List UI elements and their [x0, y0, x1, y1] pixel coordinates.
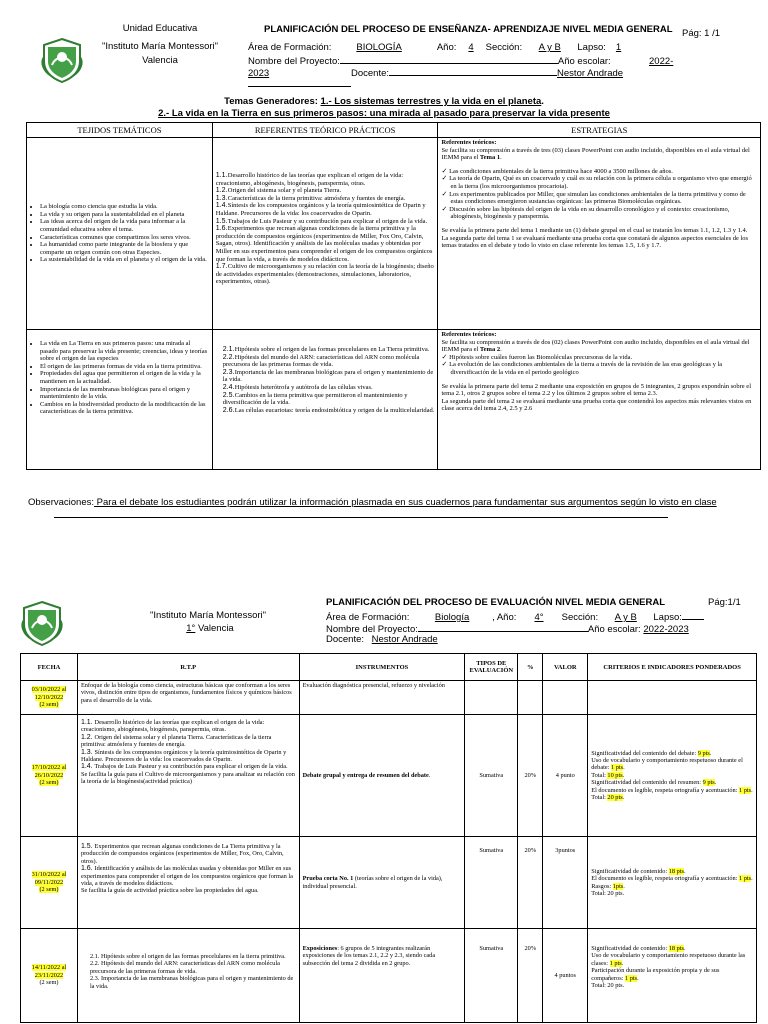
planning-table-header	[27, 123, 761, 138]
pct-cell: 20%	[518, 715, 543, 837]
list-item: • La humanidad como parte integrante de la biosfera y que comparte un origen común con otras Especies.	[40, 241, 209, 256]
city-name: Valencia	[142, 55, 178, 66]
criteria-item: Total: 20 pts.	[591, 794, 625, 802]
tejidos-list	[30, 340, 209, 416]
grade-value: 1°	[186, 623, 196, 634]
school-year-label: Año escolar:	[557, 56, 611, 67]
city-line-2	[160, 623, 260, 635]
estrategias-p2: La segunda parte del tema 1 se evaluará mediante una prueba corta que constará de algunos aspectos esenciales de los temas tratados en el debate y todo lo visto en clase referente los temas 1.5, 1.6 y 1.7.	[441, 234, 749, 250]
list-item: • La sustentabilidad de la vida en el planeta y el origen de la vida.	[40, 256, 209, 264]
criteria-item: Uso de vocabulario y comportamiento respetuoso durante las clases: 1 pts.	[591, 952, 746, 967]
type-cell: Sumativa	[465, 929, 518, 1023]
criteria-cell	[588, 681, 757, 715]
criteria-item: Total: 20 pts.	[591, 889, 625, 897]
criteria-cell	[588, 837, 757, 929]
list-item: 2.6.Las células eucariotas: teoría endosimbiótica y origen de la multicelularidad.	[222, 406, 435, 414]
evaluation-table-header	[21, 654, 757, 681]
date-cell: 14/11/2022 al 23/11/2022 (2 sem)	[21, 929, 78, 1023]
teacher-label: Docente:	[351, 68, 390, 79]
value-cell: 3puntos	[543, 837, 588, 929]
school-year-value: 2022-	[649, 56, 674, 67]
value-cell	[543, 681, 588, 715]
date-cell: 03/10/2022 al 12/10/2022 (2 sem)	[21, 681, 78, 715]
header-instrumentos: INSTRUMENTOS	[299, 654, 465, 681]
section-label-2: Sección:	[561, 612, 599, 623]
list-item: 1.1.Desarrollo histórico de las teorías que explican el origen de la vida: creacionismo, abiogénesis, biogénesis, panspermia, otras.	[215, 172, 404, 187]
criteria-item: Total: 20 pts.	[591, 982, 625, 990]
list-item: 1.4. Trabajos de Luis Pasteur y su contribución para explicar el origen de la vida.	[80, 763, 288, 771]
list-item: • Cambios en la biodiversidad producto de la modificación de las características de la tierra primitiva.	[40, 401, 209, 416]
rtp-cell	[77, 715, 299, 837]
project-label: Nombre del Proyecto:	[248, 56, 340, 67]
list-item: • El origen de las primeras formas de vida en la tierra primitiva.	[40, 363, 209, 371]
list-item: • La vida y su origen para la sustentabilidad en el planeta	[40, 211, 209, 219]
instrument-cell: Evaluación diagnóstica presencial, refuerzo y nivelación	[299, 681, 465, 715]
estrategias-p1: Se evalúa la primera parte del tema 2 mediante una exposición en grupos de 5 integrantes, 2 grupos expondrán sobre el tema 2.1, otros 2 grupos sobre el tema 2.2 y los últimos 2 grupos sobre el tema 2.3.	[441, 382, 752, 398]
estrategias-intro: Se facilita su comprensión a través de tres (03) clases PowerPoint con audio incluido, disponibles en el aula virtual del IEMM para el Tema 1.	[441, 146, 750, 162]
observations-label: Observaciones:	[28, 497, 95, 508]
check-item: ✓ Las condiciones ambientales de la tierra primitiva hace 4000 a 3500 millones de años.	[441, 166, 673, 175]
tejidos-list	[30, 203, 209, 264]
referentes-cell	[212, 330, 438, 470]
list-item: 2.1.Hipótesis sobre el origen de las formas precelulares en La Tierra primitiva.	[222, 346, 430, 353]
list-item: • La vida en La Tierra en sus primeros pasos: una mirada al pasado para preservar la vida presente; creencias, ideas y teorías sobre el origen de las especies	[40, 340, 209, 363]
topic-1-line: Temas Generadores: 1.- Los sistemas terrestres y la vida en el planeta.	[224, 96, 544, 107]
list-item: 1.6. Identificación y análisis de las moléculas usadas y obtenidas por Miller en sus experimentos para comprender el origen de los compuestos orgánicos que forman la vida, a través de modelos didácticos.	[80, 865, 293, 888]
check-item: ✓ La teoría de Oparin, Qué es un coacervado y cuál es su relación con la primera célula u organismo vivo que emergió en la tierra (los microorganismos procariota).	[441, 174, 752, 190]
list-item: • Propiedades del agua que permitieron el origen de la vida y la mantienen en la actualidad.	[40, 370, 209, 385]
tejidos-cell	[27, 330, 213, 470]
topics-label: Temas Generadores:	[224, 96, 318, 107]
estrategias-cell	[438, 330, 761, 470]
pct-cell	[518, 681, 543, 715]
list-item: 1.5. Experimentos que recrean algunas condiciones de La Tierra primitiva y la producción de compuestos orgánicos (experimentos de Miller, Fox, Oro, Calvin, otros).	[80, 843, 284, 865]
criteria-item: Total: 10 pts.	[591, 771, 625, 779]
header-tipos: TIPOS DE EVALUACIÓN	[465, 654, 518, 681]
institute-name-2: "Instituto María Montessori"	[149, 610, 267, 621]
area-value-2: Biología	[434, 612, 470, 623]
observations-underline	[54, 517, 668, 518]
evaluation-title: PLANIFICACIÓN DEL PROCESO DE EVALUACIÓN NIVEL MEDIA GENERAL	[326, 597, 666, 608]
school-year-cont: 2023	[248, 68, 270, 79]
pct-cell: 20%	[518, 837, 543, 929]
table-row	[21, 929, 757, 1023]
year-value-2: 4°	[534, 612, 544, 623]
area-row-2: Área de Formación: Biología , Año: 4° Sección: A y B Lapso:	[326, 610, 704, 624]
header-valor: VALOR	[543, 654, 588, 681]
institute-name: "Instituto María Montessori"	[101, 41, 219, 52]
criteria-item: Participación durante la exposición propia y de sus compañeros: 1 pts.	[591, 967, 720, 982]
criteria-item: Rasgos: 1pts.	[591, 882, 625, 890]
check-item: ✓ Los experimentos publicados por Miller, que simulan las condiciones ambientales de la tierra primitiva y como de estas condiciones emergieron sustancias orgánicas: las primeras Biomoléculas orgánicas.	[441, 189, 746, 206]
list-item: • La biología como ciencia que estudia la vida.	[40, 203, 209, 211]
lapse-value: 1	[615, 42, 622, 53]
check-item: ✓ Hipótesis sobre cuáles fueron las Biomoléculas precursoras de la vida.	[441, 352, 633, 361]
list-item: 2.1. Hipótesis sobre el origen de las formas precelulares en la tierra primitiva.	[89, 953, 286, 960]
teacher-value: Nestor Andrade	[557, 68, 624, 79]
header-estrategias: ESTRATEGIAS	[438, 123, 761, 138]
teacher-underline	[248, 86, 351, 87]
instrument-cell: Exposiciones: 6 grupos de 5 integrantes realizarán exposiciones de los temas 2.1, 2.2 y 2.3, siendo cada subsección del tema 2 dividida en 2 grupo.	[299, 929, 465, 1023]
criteria-item: El documento es legible, respeta ortografía y acentuación: 1 pts.	[591, 786, 753, 794]
section-label: Sección:	[485, 42, 523, 53]
pct-cell: 20%	[518, 929, 543, 1023]
list-item: 1.4.Síntesis de los compuestos orgánicos y la teoría quimiosintética de Oparin y Haldane. Precursores de la vida: los coacervados de Oparin.	[215, 202, 426, 217]
list-item: 1.5.Trabajos de Luis Pasteur y su contribución para explicar el origen de la vida.	[215, 217, 428, 225]
area-value: BIOLOGÍA	[356, 42, 402, 53]
lapse-label-2: Lapso:	[653, 612, 682, 623]
estrategias-intro: Se facilita su comprensión a través de dos (02) clases PowerPoint con audio incluido, disponibles en el aula virtual del IEMM para el Tema 2.	[441, 338, 750, 354]
table-row	[27, 138, 761, 330]
table-row	[27, 330, 761, 470]
value-cell: 4 punto	[543, 715, 588, 837]
year-label: Año:	[436, 42, 457, 53]
value-cell: 4 puntos	[543, 929, 588, 1023]
type-cell: Sumativa	[465, 715, 518, 837]
date-cell: 31/10/2022 al 09/11/2022 (2 sem)	[21, 837, 78, 929]
observations-text: Para el debate los estudiantes podrán utilizar la información plasmada en sus cuadernos para fundamentar sus argumentos según lo visto en clase	[94, 497, 717, 508]
date-cell: 17/10/2022 al 26/10/2022 (2 sem)	[21, 715, 78, 837]
teacher-value-2: Nestor Andrade	[371, 634, 438, 645]
header-rtp: R.T.P	[77, 654, 299, 681]
estrategias-p1: Se evalúa la primera parte del tema 1 mediante un (1) debate grupal en el cual se tratarán los temas 1.1, 1.2, 1.3 y 1.4.	[441, 226, 748, 234]
rtp-cell: Enfoque de la biología como ciencia, estructuras básicas que conforman a los seres vivos, distinción entre tipos de organismos, fundamentos físicos y químicos básicos para el desarrollo de la vida.	[77, 681, 299, 715]
estrategias-heading: Referentes teóricos:	[441, 331, 497, 338]
list-item: 1.3.Características de la tierra primitiva: atmósfera y fuentes de energía.	[215, 194, 406, 202]
project-label-2: Nombre del Proyecto:	[326, 624, 418, 635]
list-item: • Características comunes que compartimos los seres vivos.	[40, 234, 209, 242]
page-number-2: Pág:1/1	[708, 597, 741, 608]
list-item: 1.3. Síntesis de los compuestos orgánicos y la teoría quimiosintética de Oparin y Haldane. Precursores de la vida: los coacervados de Oparin.	[80, 748, 287, 764]
list-item: 2.2.Hipótesis del mundo del ARN: características del ARN como molécula precursora de las primeras formas de vida.	[222, 353, 420, 369]
criteria-item: Significatividad de contenido: 18 pts.	[591, 867, 686, 875]
header-percent: %	[518, 654, 543, 681]
lapse-label: Lapso:	[577, 42, 606, 53]
rtp-cell	[77, 837, 299, 929]
criteria-item: Significatividad del contenido del debate: 9 pts.	[591, 749, 712, 757]
school-year-value-2: 2022-2023	[643, 624, 689, 635]
topic-2: 2.- La vida en la Tierra en sus primeros pasos: una mirada al pasado para preservar la vida presente	[158, 108, 610, 119]
page-number: Pág: 1 /1	[682, 28, 721, 39]
teacher-row	[248, 66, 671, 80]
estrategias-heading: Referentes teóricos:	[441, 139, 497, 146]
criteria-item: Significatividad de contenido: 18 pts.	[591, 945, 686, 952]
instrument-cell: Prueba corta No. 1 (teorías sobre el origen de la vida), individual presencial.	[299, 837, 465, 929]
year-label-2: Año:	[496, 612, 517, 623]
list-item: 2.5.Cambios en la tierra primitiva que permitieron el mantenimiento y diversificación de la vida.	[222, 391, 408, 407]
criteria-item: Uso de vocabulario y comportamiento respetuoso durante el debate: 1 pts.	[591, 756, 743, 772]
observations	[28, 497, 728, 508]
year-value: 4	[468, 42, 474, 53]
list-item: 2.3.Importancia de las membranas biológicas para el origen y mantenimiento de la vida.	[222, 368, 434, 384]
table-row	[21, 837, 757, 929]
school-logo	[40, 37, 84, 83]
list-item: 1.1. Desarrollo histórico de las teorías que explican el origen de la vida: creacionismo, abiogénesis, biogénesis, panspermia, otras.	[80, 719, 265, 734]
header-tejidos: TEJIDOS TEMÁTICOS	[27, 123, 213, 138]
estrategias-cell	[438, 138, 761, 330]
header-referentes: REFERENTES TEÓRICO PRÁCTICOS	[212, 123, 438, 138]
table-row	[21, 681, 757, 715]
list-item: 2.4.Hipótesis heterótrofa y autótrofa de las células vivas.	[222, 383, 373, 391]
section-value-2: A y B	[614, 612, 637, 623]
evaluation-table	[20, 653, 757, 1023]
school-logo	[20, 600, 64, 646]
list-item: 2.3. Importancia de las membranas biológicas para el origen y mantenimiento de la vida.	[89, 975, 294, 990]
topic-1: 1.- Los sistemas terrestres y la vida en el planeta	[320, 96, 542, 107]
type-cell: Sumativa	[465, 837, 518, 929]
check-item: ✓ La evolución de las condiciones ambientales de la tierra a través de la revisión de las eras geológicas y la diversificación de la vida en el periodo geológico	[441, 360, 723, 376]
school-name: Unidad Educativa	[122, 23, 198, 34]
list-item: 1.2. Origen del sistema solar y el planeta Tierra. Características de la tierra primitiva: atmósfera y fuentes de energía.	[80, 733, 272, 749]
referentes-cell	[212, 138, 438, 330]
instrument-cell: Debate grupal y entrega de resumen del debate.	[299, 715, 465, 837]
list-item: 2.2. Hipótesis del mundo del ARN: características del ARN como molécula precursora de las primeras formas de vida.	[89, 960, 280, 975]
area-row	[248, 42, 629, 54]
type-cell	[465, 681, 518, 715]
list-item: • Importancia de las membranas biológicas para el origen y mantenimiento de la vida.	[40, 386, 209, 401]
criteria-item: Significatividad del contenido del resumen: 9 pts.	[591, 779, 717, 787]
criteria-item: El documento es legible, respeta ortografía y acentuación: 1 pts.	[591, 875, 753, 883]
section-value: A y B	[538, 42, 561, 53]
planning-table	[26, 122, 761, 470]
rtp-note: Se facilita la guía de actividad práctica sobre las propiedades del agua.	[80, 887, 259, 895]
area-label: Área de Formación:	[248, 42, 332, 53]
rtp-note: Se facilita la guía para el Cultivo de microorganismos y para analizar su relación con la teoría de la biogénesis(actividad práctica)	[80, 770, 295, 786]
table-row	[21, 715, 757, 837]
school-year-label-2: Año escolar:	[587, 624, 641, 635]
area-label-2: Área de Formación:	[326, 612, 410, 623]
list-item: 1.6.Experimentos que recrean algunas condiciones de la tierra primitiva y la producción de compuestos orgánicos (experimentos de Miller, Fox Oro, Calvin, Sagan, otros). Identificación y análisis de las moléculas usadas y obtenidas por Miller en sus experimentos para comprender el origen de los compuestos orgánicos que forman la vida, a través de modelos didácticos.	[215, 225, 433, 263]
teacher-label-2: Docente:	[326, 634, 365, 645]
header-fecha: FECHA	[21, 654, 78, 681]
rtp-cell	[77, 929, 299, 1023]
header-criterios: CRITERIOS E INDICADORES PONDERADOS	[588, 654, 757, 681]
teacher-row-2	[326, 634, 443, 646]
list-item: • Las ideas acerca del origen de la vida para informar a la comunidad educativa sobre el tema.	[40, 218, 209, 233]
check-item: ✓ Discusión sobre las hipótesis del origen de la vida en su desarrollo cronológico y el contexto: creacionismo, abiogénesis, biogénesis y panspermia.	[441, 204, 730, 221]
list-item: 1.2.Origen del sistema solar y el planeta Tierra.	[215, 187, 342, 195]
tejidos-cell	[27, 138, 213, 330]
list-item: 1.7.Cultivo de microorganismos y su relación con la teoría de la biogénesis; diseño de actividades experimentales (demostraciones, simulaciones, laboratorios, experimentos, otras).	[215, 263, 434, 286]
city-name-2: Valencia	[197, 623, 234, 634]
criteria-cell	[588, 929, 757, 1023]
estrategias-p2: La segunda parte del tema 2 se evaluará mediante una prueba corta que contendrá los aspectos más relevantes vistos en clase acerca del tema 2.4, 2.5 y 2.6	[441, 397, 752, 413]
page-title: PLANIFICACIÓN DEL PROCESO DE ENSEÑANZA- APRENDIZAJE NIVEL MEDIA GENERAL	[264, 24, 673, 35]
criteria-cell	[588, 715, 757, 837]
